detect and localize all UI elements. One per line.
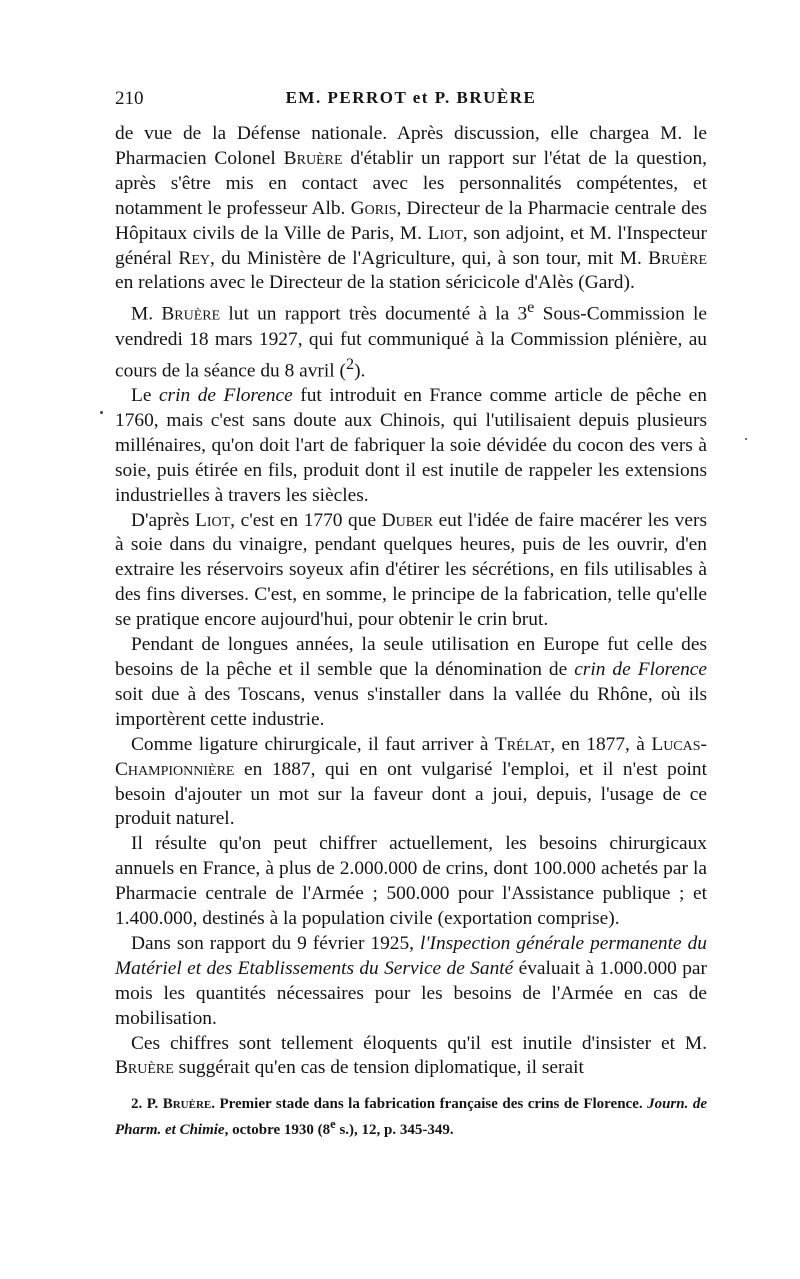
text-run: , octobre 1930 (8 bbox=[224, 1121, 331, 1138]
text-run: D'après bbox=[131, 509, 195, 531]
text-run: , p. 345-349. bbox=[376, 1121, 454, 1138]
text-run: Il résulte qu'on peut chiffrer actuellement, les besoins chirurgicaux annuels en France, à plus de 2.000.000 de crins, dont 100.000 achetés par la Pharmacie centrale de l'Armée ; 500.000 pour l'Assistance publique ; et 1.400.000, destinés à la population civile (exportation comprise). bbox=[115, 833, 707, 930]
book-page bbox=[115, 88, 707, 1140]
text-run: en 1887, qui en ont vulgarisé l'emploi, et il n'est point besoin d'ajouter un mot sur la faveur dont a joui, depuis, l'usage de ce produit naturel. bbox=[115, 758, 707, 830]
paragraph bbox=[115, 384, 707, 509]
italic-text: crin de Florence bbox=[158, 385, 293, 406]
italic-text: crin de Florence bbox=[574, 658, 707, 680]
running-head bbox=[115, 88, 707, 118]
text-run: s.), bbox=[335, 1121, 362, 1138]
author-name: Duber bbox=[381, 509, 433, 531]
text-run: d'établir un rapport sur l'état de la question, après s'être mis en contact avec les personnalités compétentes, et notamment le professeur Alb. bbox=[115, 147, 707, 219]
author-name: Rey bbox=[178, 247, 211, 269]
author-name: Bruère bbox=[648, 247, 707, 269]
author-name: Liot bbox=[427, 222, 463, 244]
paragraph bbox=[115, 832, 707, 932]
print-speck bbox=[745, 438, 747, 440]
page-number: 210 bbox=[115, 88, 144, 109]
text-run: ). bbox=[354, 360, 366, 382]
text-run: soit due à des Toscans, venus s'installer dans la vallée du Rhône, où ils importèrent cette industrie. bbox=[115, 683, 707, 730]
author-name: Trélat bbox=[494, 733, 551, 755]
author-name: Bruère bbox=[115, 1057, 174, 1079]
italic-text: Journ. de Pharm. et Chimie bbox=[115, 1096, 707, 1138]
text-run: , Directeur de la Pharmacie centrale des Hôpitaux civils de la Ville de Paris, M. bbox=[115, 197, 707, 244]
text-run: Le bbox=[131, 385, 159, 406]
text-run: Ces chiffres sont tellement éloquents qu'il est inutile d'insister et M. bbox=[131, 1032, 707, 1054]
text-run: de vue de la Défense nationale. Après discussion, elle chargea M. le Pharmacien Colonel bbox=[115, 123, 707, 169]
superscript: e bbox=[527, 299, 535, 317]
paragraph bbox=[115, 296, 707, 384]
text-run: , en 1877, à bbox=[550, 733, 652, 755]
italic-text: l'Inspection générale permanente du Matériel et des Etablissements du Service de Santé bbox=[115, 932, 707, 979]
paragraph bbox=[115, 733, 707, 833]
paragraph bbox=[115, 633, 707, 733]
text-run: Pendant de longues années, la seule utilisation en Europe fut celle des besoins de la pêche et il semble que la dénomination de bbox=[115, 634, 707, 680]
text-run: , son adjoint, et M. l'Inspecteur général bbox=[115, 222, 707, 269]
paragraph bbox=[115, 509, 707, 634]
paragraph bbox=[115, 1032, 707, 1082]
author-name: Bruère bbox=[283, 147, 343, 169]
text-run: M. bbox=[131, 303, 162, 325]
author-name: Lucas-Championnière bbox=[115, 733, 707, 780]
footnotes bbox=[115, 1095, 707, 1140]
paragraph bbox=[115, 932, 707, 1032]
footnote bbox=[115, 1095, 707, 1140]
text-run: Sous-Commission le vendredi 18 mars 1927, qui fut communiqué à la Commission plénière, au cours de la séance du 8 avril ( bbox=[115, 303, 708, 382]
paragraph bbox=[115, 122, 707, 296]
print-speck bbox=[100, 411, 103, 414]
text-run: Comme ligature chirurgicale, il faut arriver à bbox=[131, 733, 495, 755]
text-run: lut un rapport très documenté à la 3 bbox=[220, 303, 528, 325]
author-name: Bruère bbox=[162, 1096, 212, 1113]
superscript: e bbox=[330, 1116, 336, 1131]
author-name: Bruère bbox=[161, 303, 221, 325]
text-run: eut l'idée de faire macérer les vers à soie dans du vinaigre, pendant quelques heures, puis de les ouvrir, d'en extraire les réservoirs soyeux afin d'étirer les sécrétions, en fils utilisables à des fins diverses. C'est, en somme, le principe de la fabrication, telle qu'elle se pratique encore aujourd'hui, pour obtenir le crin brut. bbox=[115, 509, 707, 631]
text-run: . Premier stade dans la fabrication française des crins de Florence. bbox=[211, 1096, 648, 1113]
text-run: suggérait qu'en cas de tension diplomatique, il serait bbox=[173, 1057, 584, 1079]
text-run: Dans son rapport du 9 février 1925, bbox=[131, 932, 420, 954]
text-run: évaluait à 1.000.000 par mois les quantités nécessaires pour les besoins de l'Armée en cas de mobilisation. bbox=[115, 957, 707, 1029]
text-run: 2. P. bbox=[131, 1096, 163, 1113]
superscript: 2 bbox=[345, 355, 355, 373]
volume-number: 12 bbox=[361, 1121, 377, 1138]
text-run: en relations avec le Directeur de la station séricicole d'Alès (Gard). bbox=[115, 272, 635, 294]
running-head-title: EM. PERROT et P. BRUÈRE bbox=[285, 88, 537, 107]
text-run: , c'est en 1770 que bbox=[230, 509, 382, 531]
body-text bbox=[115, 122, 707, 1081]
author-name: Goris bbox=[350, 197, 397, 219]
author-name: Liot bbox=[195, 509, 231, 531]
text-run: , du Ministère de l'Agriculture, qui, à son tour, mit M. bbox=[210, 247, 649, 269]
text-run: fut introduit en France comme article de pêche en 1760, mais c'est sans doute aux Chinois, qui l'utilisaient depuis plusieurs millénaires, qu'on doit l'art de fabriquer la soie dévidée du cocon des vers à soie, puis étirée en fils, produit dont il est inutile de rappeler les extensions industrielles à travers les siècles. bbox=[115, 385, 707, 506]
